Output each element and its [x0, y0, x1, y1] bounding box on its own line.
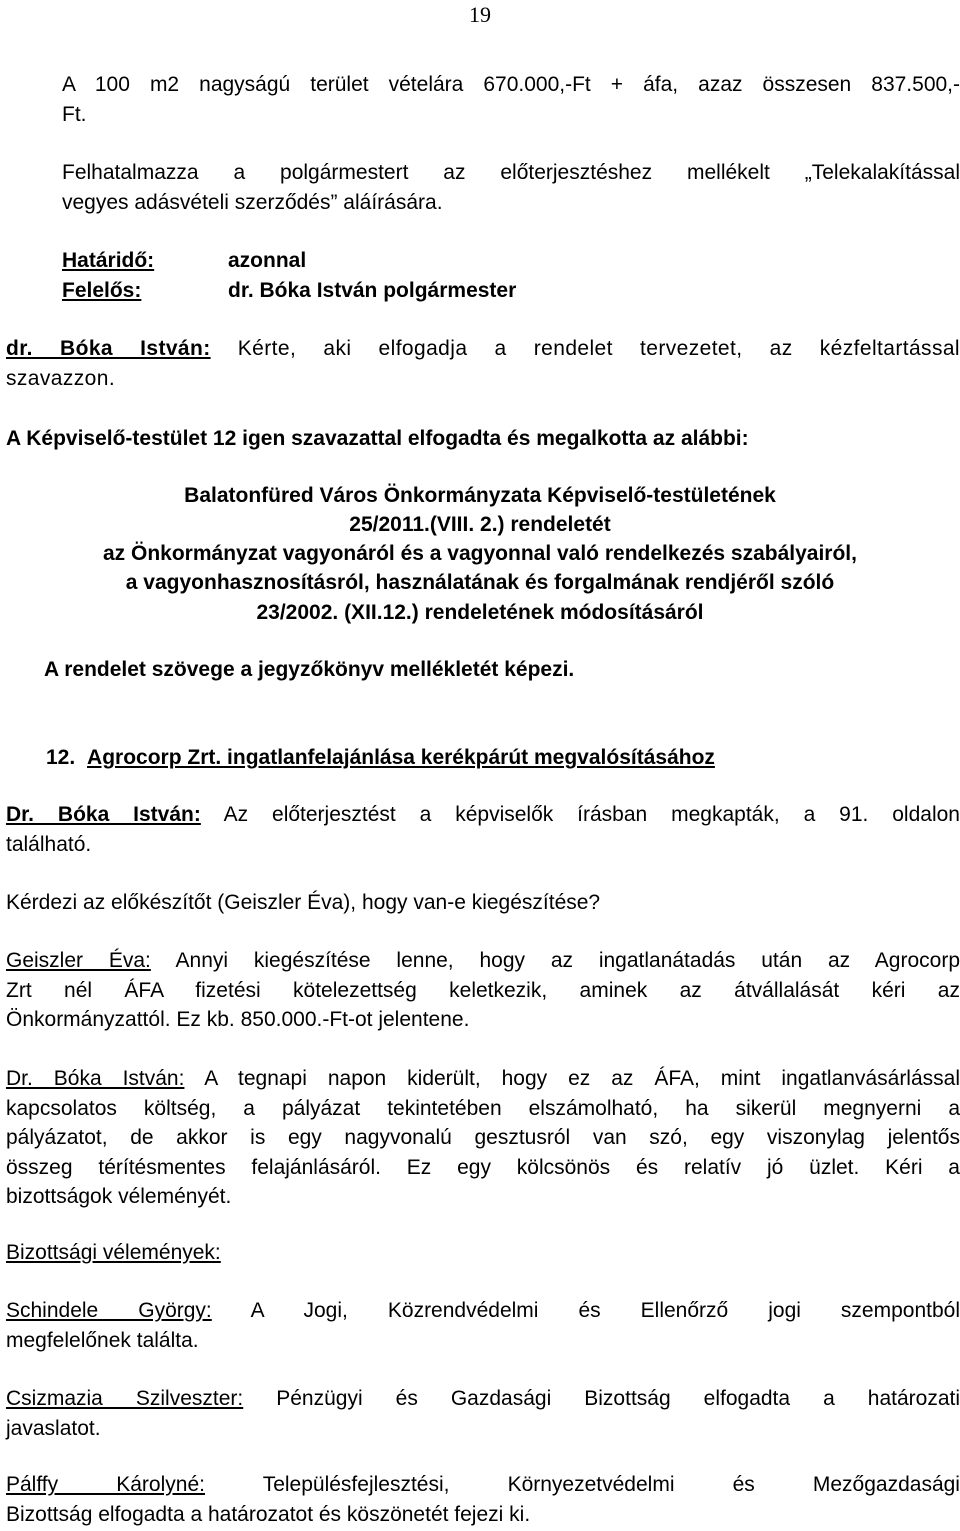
- text-line: kapcsolatos költség, a pályázat tekintetében elszámolható, ha sikerül megnyerni a: [6, 1096, 960, 1120]
- speaker-name: Dr. Bóka István:: [6, 803, 201, 826]
- item-title: Agrocorp Zrt. ingatlanfelajánlása kerékpárút megvalósításához: [87, 746, 715, 769]
- item-number: 12.: [46, 746, 76, 769]
- text-line: összeg térítésmentes felajánlásáról. Ez egy kölcsönös és relatív jó üzlet. Kéri a: [6, 1155, 960, 1179]
- text-line: Önkormányzattól. Ez kb. 850.000.-Ft-ot jelentene.: [6, 1008, 470, 1031]
- deadline-value: azonnal: [228, 249, 307, 272]
- text-line: Felhatalmazza a polgármestert az előterjesztéshez mellékelt „Telekalakítással: [62, 161, 960, 184]
- speaker-name: Dr. Bóka István:: [6, 1067, 185, 1090]
- deadline-block: [62, 246, 154, 305]
- decree-title-line: 23/2002. (XII.12.) rendeletének módosításáról: [256, 601, 704, 624]
- committee-heading: Bizottsági vélemények:: [6, 1241, 221, 1264]
- page-number: 19: [469, 2, 491, 27]
- paragraph-vote-call: [6, 334, 960, 393]
- text-line: Pálffy Károlyné: Településfejlesztési, Környezetvédelmi és Mezőgazdasági: [6, 1473, 960, 1496]
- text-line: bizottságok véleményét.: [6, 1185, 232, 1208]
- text-line: Ft.: [62, 102, 87, 126]
- annex-note: A rendelet szövege a jegyzőkönyv mellékletét képezi.: [44, 658, 575, 681]
- text-line: Kérdezi az előkészítőt (Geiszler Éva), hogy van-e kiegészítése?: [6, 891, 601, 914]
- text-line: szavazzon.: [6, 366, 116, 390]
- paragraph-proposal: [6, 800, 960, 859]
- paragraph-palffy: [6, 1470, 960, 1529]
- speaker-name: Schindele György:: [6, 1299, 212, 1322]
- responsible-value: dr. Bóka István polgármester: [228, 278, 517, 302]
- text-line: Geiszler Éva: Annyi kiegészítése lenne, hogy az ingatlanátadás után az Agrocorp: [6, 949, 960, 972]
- text-line: javaslatot.: [6, 1416, 101, 1440]
- text-line: Csizmazia Szilveszter: Pénzügyi és Gazdasági Bizottság elfogadta a határozati: [6, 1387, 960, 1410]
- text-line: Dr. Bóka István: A tegnapi napon kiderült, hogy ez az ÁFA, mint ingatlanvásárlással: [6, 1067, 960, 1090]
- decree-title-line: Balatonfüred Város Önkormányzata Képviselő-testületének: [184, 484, 776, 507]
- text-line: Zrt nél ÁFA fizetési kötelezettség keletkezik, aminek az átvállalását kéri az: [6, 978, 960, 1002]
- paragraph-boka-answer: [6, 1064, 960, 1212]
- decree-title-line: az Önkormányzat vagyonáról és a vagyonnal való rendelkezés szabályairól,: [103, 542, 857, 565]
- text-line: Dr. Bóka István: Az előterjesztést a képviselők írásban megkapták, a 91. oldalon: [6, 803, 960, 826]
- paragraph-schindele: [6, 1296, 960, 1355]
- vote-result: A Képviselő-testület 12 igen szavazattal elfogadta és megalkotta az alábbi:: [6, 427, 749, 450]
- responsible-label: Felelős:: [62, 278, 142, 302]
- text-line: Schindele György: A Jogi, Közrendvédelmi és Ellenőrző jogi szempontból: [6, 1299, 960, 1322]
- text-line: dr. Bóka István: Kérte, aki elfogadja a rendelet tervezetet, az kézfeltartással: [6, 337, 960, 360]
- text-line: található.: [6, 832, 92, 856]
- decree-title-line: a vagyonhasznosításról, használatának és forgalmának rendjéről szóló: [125, 571, 835, 594]
- text-line: megfelelőnek találta.: [6, 1328, 199, 1352]
- text-line: vegyes adásvételi szerződés” aláírására.: [62, 190, 443, 214]
- text-line: A 100 m2 nagyságú terület vételára 670.000,-Ft + áfa, azaz összesen 837.500,-: [62, 73, 960, 96]
- paragraph-csizmazia: [6, 1384, 960, 1443]
- deadline-values: [228, 246, 516, 305]
- decree-title-line: 25/2011.(VIII. 2.) rendeletét: [349, 513, 611, 536]
- deadline-label: Határidő:: [62, 249, 155, 272]
- speaker-name: Csizmazia Szilveszter:: [6, 1387, 244, 1410]
- text-line: pályázatot, de akkor is egy nagyvonalú gesztusról van szó, egy viszonylag jelentős: [6, 1126, 960, 1149]
- speaker-name: Geiszler Éva:: [6, 949, 151, 972]
- paragraph-price: [62, 70, 960, 129]
- speaker-name: dr. Bóka István:: [6, 337, 211, 360]
- agenda-item-12: [46, 743, 715, 773]
- text-line: Bizottság elfogadta a határozatot és köszönetét fejezi ki.: [6, 1502, 531, 1526]
- paragraph-geiszler: [6, 946, 960, 1035]
- paragraph-question: [6, 888, 960, 918]
- paragraph-authorization: [62, 158, 960, 217]
- speaker-name: Pálffy Károlyné:: [6, 1473, 205, 1496]
